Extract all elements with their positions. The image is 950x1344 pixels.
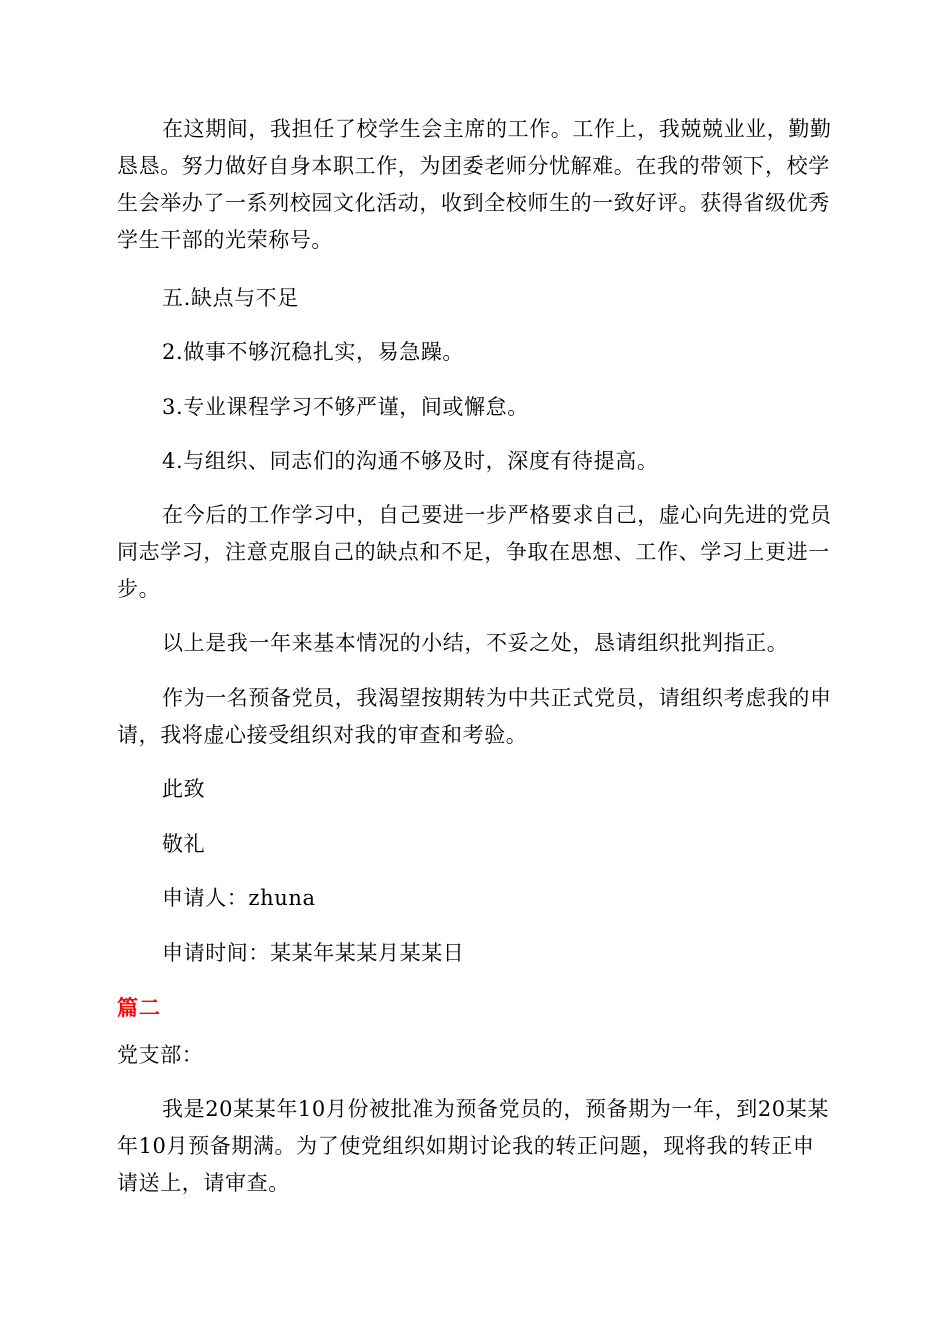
section-heading-part-two: 篇二 <box>117 996 161 1020</box>
salutation-jingli: 敬礼 <box>162 832 206 856</box>
paragraph-summary: 以上是我一年来基本情况的小结，不妥之处，恳请组织批判指正。 <box>162 631 789 655</box>
paragraph-shortcoming-3: 3.专业课程学习不够严谨，间或懈怠。 <box>162 395 529 419</box>
salutation-cizhi: 此致 <box>162 777 206 801</box>
paragraph-shortcomings-title: 五.缺点与不足 <box>162 286 299 310</box>
paragraph-probation-intro: 我是20某某年10月份被批准为预备党员的，预备期为一年，到20某某年10月预备期满。为了使党组织如期讨论我的转正问题，现将我的转正申请送上，请审查。 <box>117 1097 829 1195</box>
applicant-name: 申请人：zhuna <box>162 886 316 910</box>
paragraph-future-plan: 在今后的工作学习中，自己要进一步严格要求自己，虚心向先进的党员同志学习，注意克服自己的缺点和不足，争取在思想、工作、学习上更进一步。 <box>117 503 832 601</box>
application-date: 申请时间：某某年某某月某某日 <box>162 941 465 965</box>
paragraph-shortcoming-4: 4.与组织、同志们的沟通不够及时，深度有待提高。 <box>162 449 659 473</box>
paragraph-student-union-work: 在这期间，我担任了校学生会主席的工作。工作上，我兢兢业业，勤勤恳恳。努力做好自身本职工作，为团委老师分忧解难。在我的带领下，校学生会举办了一系列校园文化活动，收到全校师生的一致好评。获得省级优秀学生干部的光荣称号。 <box>117 117 832 252</box>
paragraph-application-request: 作为一名预备党员，我渴望按期转为中共正式党员，请组织考虑我的申请，我将虚心接受组织对我的审查和考验。 <box>117 686 832 747</box>
paragraph-shortcoming-2: 2.做事不够沉稳扎实，易急躁。 <box>162 340 465 364</box>
addressee-party-branch: 党支部： <box>117 1043 204 1067</box>
